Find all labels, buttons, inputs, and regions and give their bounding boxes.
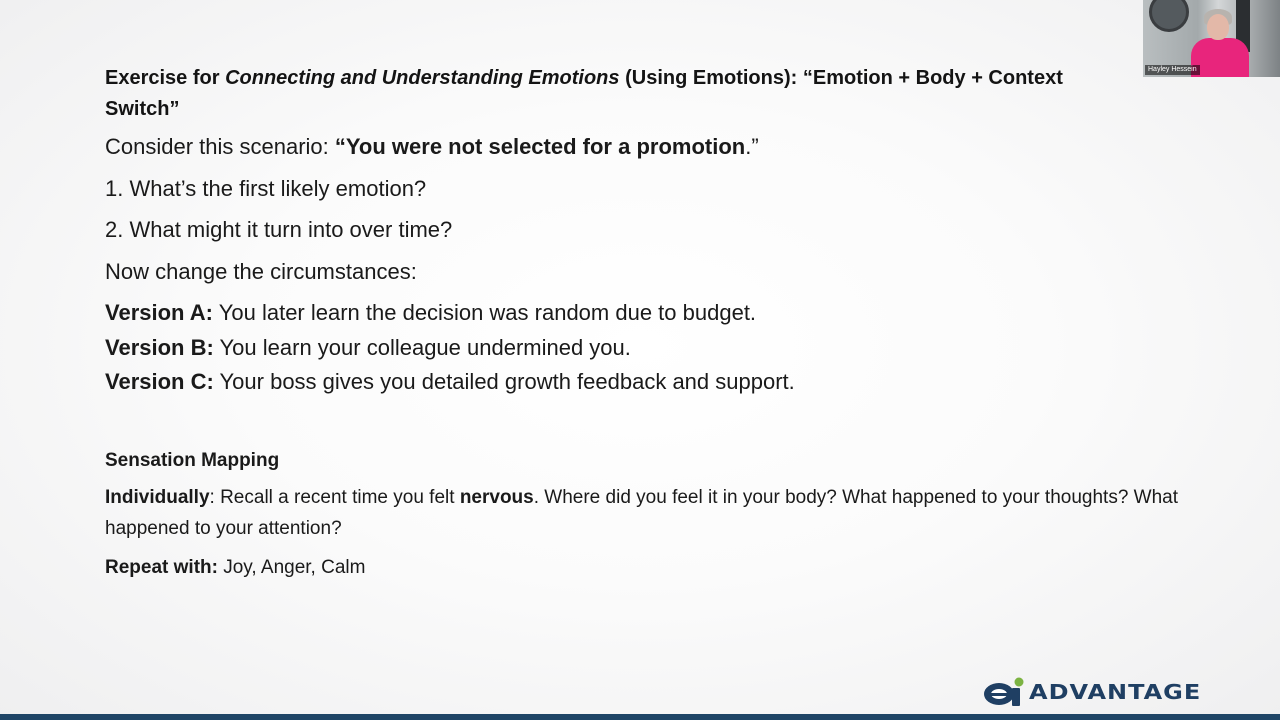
individually-text1: : Recall a recent time you felt [209, 487, 460, 508]
version-a-line [105, 299, 756, 327]
individually-text2: . Where did you feel it in your body? What happened to your thoughts? What happened to your attention? [105, 487, 1179, 539]
version-c-text: Your boss gives you detailed growth feedback and support. [213, 369, 795, 394]
logo-text: ADVANTAGE [1029, 679, 1202, 705]
sensation-mapping-title: Sensation Mapping [105, 450, 280, 471]
participant-video-thumbnail[interactable] [1143, 0, 1280, 77]
heading-prefix: Exercise for [105, 67, 226, 89]
participant-face [1207, 14, 1229, 40]
individually-paragraph [105, 482, 1195, 544]
version-b-label: Version B: [105, 335, 214, 360]
ei-logo-icon [983, 677, 1027, 707]
version-c-line [105, 368, 795, 396]
exercise-heading [105, 63, 1135, 125]
scenario-close: .” [745, 134, 759, 159]
change-circumstances-line: Now change the circumstances: [105, 259, 417, 284]
footer-bar [0, 714, 1280, 720]
scenario-bold: You were not selected for a promotion [345, 134, 746, 159]
individually-label: Individually [105, 487, 210, 508]
ei-advantage-logo [983, 676, 1201, 708]
scenario-line [105, 133, 759, 161]
repeat-line [105, 552, 365, 583]
version-c-label: Version C: [105, 369, 214, 394]
individually-bold: nervous [459, 487, 534, 508]
heading-suffix: (Using Emotions): “Emotion + Body + Context Switch” [105, 67, 1063, 120]
repeat-label: Repeat with: [105, 557, 218, 578]
scenario-open-quote: “ [334, 134, 346, 159]
participant-name-label: Hayley Hessein [1145, 65, 1200, 75]
question-1: 1. What’s the first likely emotion? [105, 176, 427, 201]
version-a-text: You later learn the decision was random due to budget. [213, 300, 757, 325]
heading-italic: Connecting and Understanding Emotions [225, 67, 620, 89]
version-a-label: Version A: [105, 300, 213, 325]
scenario-lead: Consider this scenario: [105, 134, 335, 159]
participant-body [1191, 38, 1249, 77]
version-b-line [105, 334, 631, 362]
question-2: 2. What might it turn into over time? [105, 217, 453, 242]
version-b-text: You learn your colleague undermined you. [213, 335, 631, 360]
repeat-text: Joy, Anger, Calm [217, 557, 366, 578]
